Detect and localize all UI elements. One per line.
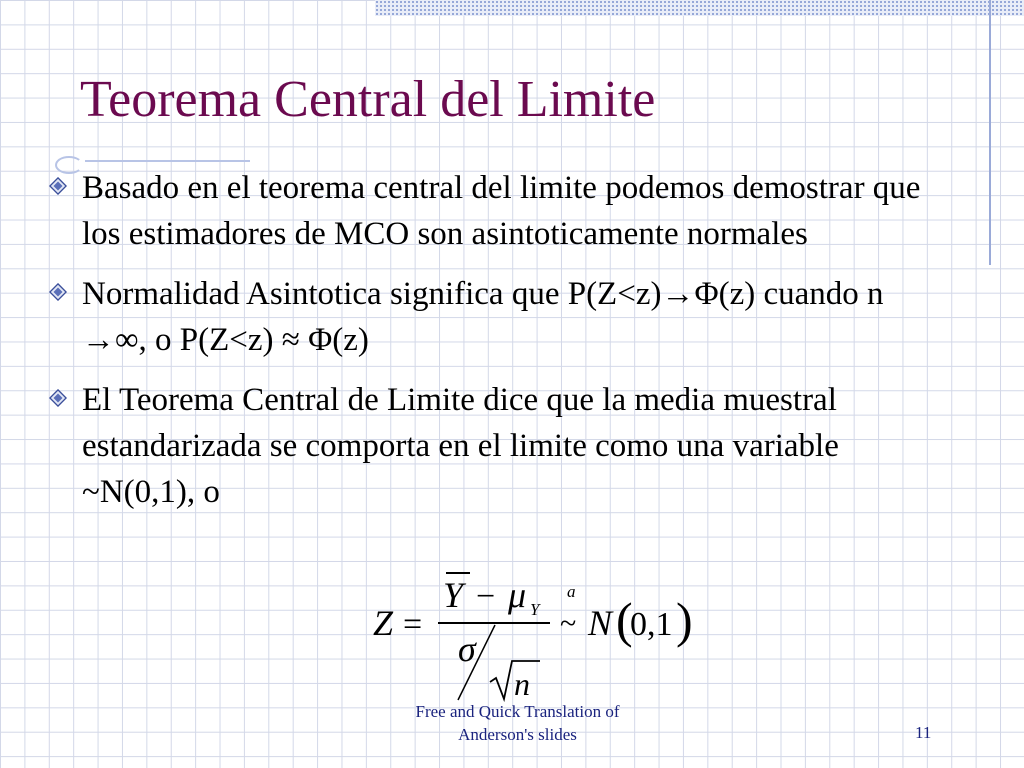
formula-z: Z	[373, 603, 394, 643]
formula-lparen: (	[616, 592, 633, 648]
clt-formula	[370, 565, 710, 705]
formula-minus: −	[476, 578, 496, 615]
footer-line-1: Free and Quick Translation of	[415, 702, 620, 721]
diamond-bullet-icon	[49, 283, 67, 301]
bullet-item	[45, 165, 935, 257]
bullet-list	[45, 165, 935, 529]
bullet-item	[45, 377, 935, 515]
decorative-vertical-line	[989, 0, 991, 265]
formula-y: Y	[443, 575, 464, 615]
bullet-text: Normalidad Asintotica significa que P(Z<z)→Φ(z) cuando n →∞, o P(Z<z) ≈ Φ(z)	[82, 276, 884, 358]
bullet-item	[45, 271, 935, 363]
slide-footer	[385, 700, 650, 746]
formula-superscript-a: a	[567, 582, 576, 601]
formula-sigma: σ	[458, 629, 476, 669]
formula-n-dist: N	[588, 603, 613, 643]
decorative-horizontal-line	[85, 160, 250, 162]
diamond-bullet-icon	[49, 177, 67, 195]
footer-line-2: Anderson's slides	[458, 725, 577, 744]
formula-equals: =	[403, 606, 423, 643]
formula-rparen: )	[676, 592, 693, 648]
diamond-bullet-icon	[49, 389, 67, 407]
formula-mu: μ	[508, 575, 527, 615]
page-number: 11	[915, 723, 932, 742]
formula-mu-subscript: Y	[530, 600, 540, 619]
formula-n: n	[514, 666, 530, 702]
formula-params: 0,1	[630, 606, 673, 643]
decorative-dotted-band	[375, 0, 1024, 16]
formula-tilde: ~	[560, 607, 577, 640]
bullet-text: El Teorema Central de Limite dice que la media muestral estandarizada se comporta en el limite como una variable ~N(0,1), o	[82, 382, 839, 510]
slide-title: Teorema Central del Limite	[80, 71, 656, 128]
bullet-text: Basado en el teorema central del limite podemos demostrar que los estimadores de MCO son asintoticamente normales	[82, 170, 921, 252]
